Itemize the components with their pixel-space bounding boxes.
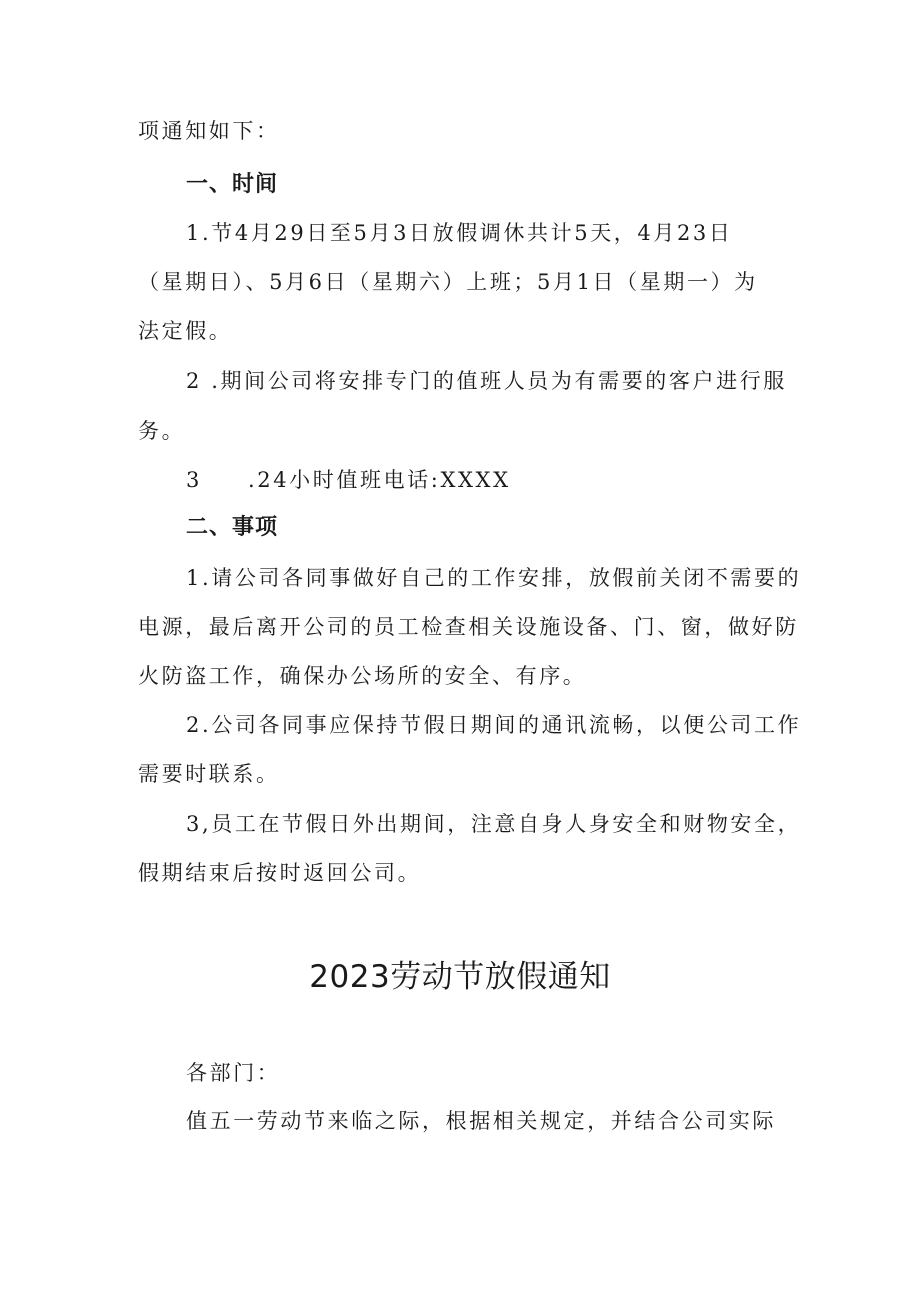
time-item-1-line-3: 法定假。 bbox=[138, 319, 233, 343]
matter-item-1-line-2: 电源，最后离开公司的员工检查相关设施设备、门、窗，做好防 bbox=[138, 615, 799, 639]
time-item-2-line-1: 2 .期间公司将安排专门的值班人员为有需要的客户进行服 bbox=[186, 369, 787, 393]
time-item-3-text: .24小时值班电话:XXXX bbox=[247, 468, 511, 492]
time-item-3-line bbox=[186, 465, 511, 495]
section-heading-time: 一、时间 bbox=[186, 172, 279, 197]
matter-item-1-line-1: 1.请公司各同事做好自己的工作安排，放假前关闭不需要的 bbox=[186, 566, 802, 590]
time-item-2-line-2: 务。 bbox=[138, 419, 186, 443]
intro-line: 项通知如下： bbox=[138, 119, 280, 143]
time-item-3-number: 3 bbox=[186, 468, 202, 492]
time-item-1-line-2: （星期日）、5月6日（星期六）上班；5月1日（星期一）为 bbox=[138, 270, 758, 294]
section-heading-matters: 二、事项 bbox=[186, 515, 279, 540]
notice-title: 2023劳动节放假通知 bbox=[309, 959, 611, 995]
matter-item-2-line-2: 需要时联系。 bbox=[138, 762, 280, 786]
opening-line: 值五一劳动节来临之际，根据相关规定，并结合公司实际 bbox=[186, 1109, 776, 1133]
matter-item-3-line-1: 3,员工在节假日外出期间，注意自身人身安全和财物安全， bbox=[186, 812, 802, 836]
matter-item-1-line-3: 火防盗工作，确保办公场所的安全、有序。 bbox=[138, 664, 587, 688]
time-item-1-line-1: 1.节4月29日至5月3日放假调休共计5天，4月23日 bbox=[186, 221, 733, 245]
salutation: 各部门： bbox=[186, 1061, 281, 1085]
matter-item-3-line-2: 假期结束后按时返回公司。 bbox=[138, 861, 422, 885]
matter-item-2-line-1: 2.公司各同事应保持节假日期间的通讯流畅，以便公司工作 bbox=[186, 713, 802, 737]
